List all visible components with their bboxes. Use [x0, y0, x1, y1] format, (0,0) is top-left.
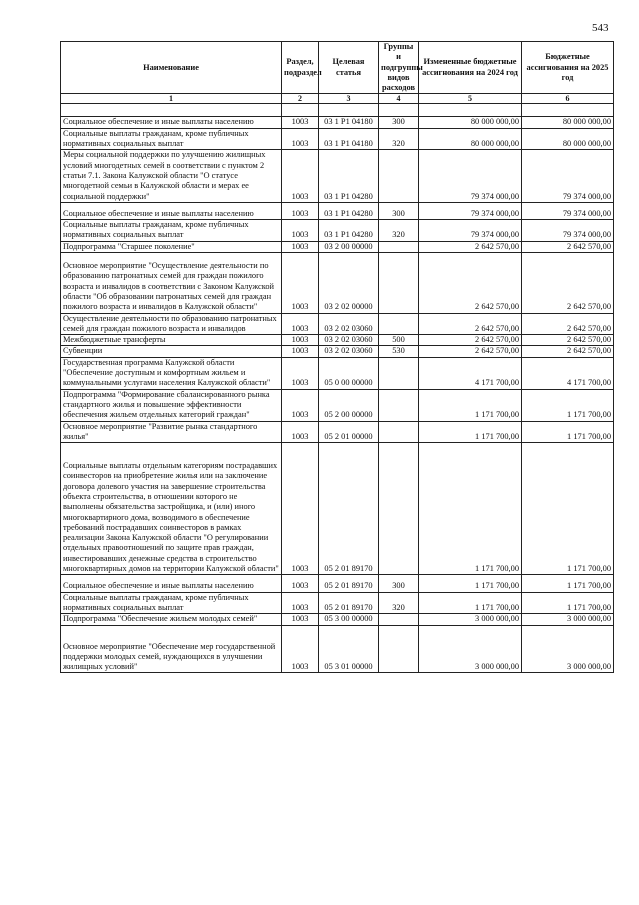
- row-group: 300: [379, 117, 419, 128]
- row-budget-2024: 2 642 570,00: [419, 241, 522, 252]
- row-group: [379, 241, 419, 252]
- row-budget-2025: 4 171 700,00: [522, 357, 614, 389]
- row-section: 1003: [282, 443, 319, 575]
- row-budget-2025: 80 000 000,00: [522, 117, 614, 128]
- row-group: [379, 614, 419, 625]
- row-name: Социальное обеспечение и иные выплаты населению: [61, 117, 282, 128]
- row-target: 05 3 00 00000: [319, 614, 379, 625]
- table-row: [61, 241, 614, 252]
- column-number: 6: [522, 94, 614, 104]
- table-row: [61, 117, 614, 128]
- row-budget-2024: 2 642 570,00: [419, 335, 522, 346]
- column-number: 3: [319, 94, 379, 104]
- row-group: [379, 421, 419, 443]
- column-number-row: [61, 94, 614, 104]
- row-section: 1003: [282, 117, 319, 128]
- table-row: [61, 128, 614, 150]
- column-number: 1: [61, 94, 282, 104]
- row-budget-2025: 79 374 000,00: [522, 150, 614, 202]
- header-groups: Группы и подгруппы видов расходов: [379, 42, 419, 94]
- row-name: Государственная программа Калужской области "Обеспечение доступным и комфортным жильем и коммунальными услугами населения Калужской области": [61, 357, 282, 389]
- row-budget-2025: 3 000 000,00: [522, 625, 614, 673]
- row-budget-2024: 1 171 700,00: [419, 575, 522, 592]
- row-name: Социальное обеспечение и иные выплаты населению: [61, 575, 282, 592]
- row-budget-2025: 1 171 700,00: [522, 575, 614, 592]
- row-name: Социальные выплаты гражданам, кроме публичных нормативных социальных выплат: [61, 220, 282, 242]
- row-section: 1003: [282, 389, 319, 421]
- row-budget-2024: 79 374 000,00: [419, 220, 522, 242]
- table-row: [61, 625, 614, 673]
- row-section: 1003: [282, 202, 319, 219]
- row-budget-2024: 80 000 000,00: [419, 128, 522, 150]
- row-budget-2025: 2 642 570,00: [522, 346, 614, 357]
- row-name: Подпрограмма "Формирование сбалансированного рынка стандартного жилья и повышение эффективности обеспечения жильем отдельных категорий граждан": [61, 389, 282, 421]
- row-group: [379, 313, 419, 335]
- row-section: 1003: [282, 313, 319, 335]
- row-section: 1003: [282, 421, 319, 443]
- header-name: Наименование: [61, 42, 282, 94]
- row-section: 1003: [282, 241, 319, 252]
- table-row: [61, 150, 614, 202]
- table-row: [61, 313, 614, 335]
- row-section: 1003: [282, 128, 319, 150]
- row-target: 03 1 P1 04180: [319, 128, 379, 150]
- row-budget-2024: 2 642 570,00: [419, 253, 522, 313]
- row-budget-2025: 79 374 000,00: [522, 202, 614, 219]
- row-group: 500: [379, 335, 419, 346]
- row-budget-2024: 3 000 000,00: [419, 625, 522, 673]
- row-group: 320: [379, 128, 419, 150]
- spacer-row: [61, 104, 614, 117]
- row-budget-2024: 79 374 000,00: [419, 202, 522, 219]
- row-target: 03 1 P1 04280: [319, 220, 379, 242]
- row-budget-2025: 2 642 570,00: [522, 335, 614, 346]
- row-name: Подпрограмма "Обеспечение жильем молодых семей": [61, 614, 282, 625]
- table-row: [61, 575, 614, 592]
- row-budget-2024: 1 171 700,00: [419, 592, 522, 614]
- table-row: [61, 346, 614, 357]
- row-section: 1003: [282, 253, 319, 313]
- row-budget-2025: 1 171 700,00: [522, 592, 614, 614]
- table-row: [61, 202, 614, 219]
- table-row: [61, 335, 614, 346]
- row-budget-2024: 4 171 700,00: [419, 357, 522, 389]
- row-target: 03 2 02 00000: [319, 253, 379, 313]
- table-row: [61, 592, 614, 614]
- header-budget-2025: Бюджетные ассигнования на 2025 год: [522, 42, 614, 94]
- row-name: Социальное обеспечение и иные выплаты населению: [61, 202, 282, 219]
- row-group: [379, 389, 419, 421]
- row-section: 1003: [282, 575, 319, 592]
- row-name: Осуществление деятельности по образованию патронатных семей для граждан пожилого возраста и инвалидов: [61, 313, 282, 335]
- row-group: [379, 253, 419, 313]
- row-target: 05 2 01 89170: [319, 575, 379, 592]
- row-budget-2025: 80 000 000,00: [522, 128, 614, 150]
- row-budget-2025: 1 171 700,00: [522, 443, 614, 575]
- header-section: Раздел, подраздел: [282, 42, 319, 94]
- table-row: [61, 253, 614, 313]
- row-target: 05 2 00 00000: [319, 389, 379, 421]
- row-budget-2025: 2 642 570,00: [522, 241, 614, 252]
- row-name: Подпрограмма "Старшее поколение": [61, 241, 282, 252]
- row-group: 320: [379, 592, 419, 614]
- row-target: 05 3 01 00000: [319, 625, 379, 673]
- row-group: [379, 357, 419, 389]
- table-row: [61, 389, 614, 421]
- row-budget-2024: 2 642 570,00: [419, 346, 522, 357]
- page-number: 543: [592, 22, 609, 34]
- row-group: [379, 150, 419, 202]
- row-name: Основное мероприятие "Обеспечение мер государственной поддержки молодых семей, нуждающихся в улучшении жилищных условий": [61, 625, 282, 673]
- row-section: 1003: [282, 335, 319, 346]
- row-section: 1003: [282, 150, 319, 202]
- header-row: [61, 42, 614, 94]
- row-name: Социальные выплаты отдельным категориям пострадавших соинвесторов на приобретение жилья или на заключение договора долевого участия на завершение строительства объекта строительства, в отношении которого не выполнены обязательства застройщика, и (или) иного многоквартирного дома, возводимого в обеспечение требований пострадавших соинвесторов в рамках реализации Закона Калужской области "О регулировании отдельных правоотношений по защите прав граждан, инвестировавших денежные средства в строительство многоквартирных домов на территории Калужской области": [61, 443, 282, 575]
- column-number: 2: [282, 94, 319, 104]
- column-number: 4: [379, 94, 419, 104]
- row-budget-2025: 79 374 000,00: [522, 220, 614, 242]
- row-section: 1003: [282, 592, 319, 614]
- row-group: 300: [379, 202, 419, 219]
- row-budget-2024: 80 000 000,00: [419, 117, 522, 128]
- row-budget-2025: 1 171 700,00: [522, 421, 614, 443]
- row-budget-2024: 1 171 700,00: [419, 443, 522, 575]
- row-target: 03 2 02 03060: [319, 313, 379, 335]
- row-target: 03 2 00 00000: [319, 241, 379, 252]
- header-target: Целевая статья: [319, 42, 379, 94]
- table-row: [61, 357, 614, 389]
- table-row: [61, 421, 614, 443]
- row-budget-2025: 2 642 570,00: [522, 313, 614, 335]
- row-budget-2024: 1 171 700,00: [419, 389, 522, 421]
- row-target: 05 2 01 00000: [319, 421, 379, 443]
- row-target: 03 2 02 03060: [319, 335, 379, 346]
- table-row: [61, 220, 614, 242]
- column-number: 5: [419, 94, 522, 104]
- row-budget-2024: 2 642 570,00: [419, 313, 522, 335]
- row-budget-2024: 79 374 000,00: [419, 150, 522, 202]
- header-budget-2024: Измененные бюджетные ассигнования на 2024 год: [419, 42, 522, 94]
- row-name: Межбюджетные трансферты: [61, 335, 282, 346]
- row-group: [379, 625, 419, 673]
- row-group: 320: [379, 220, 419, 242]
- row-group: 300: [379, 575, 419, 592]
- row-name: Социальные выплаты гражданам, кроме публичных нормативных социальных выплат: [61, 128, 282, 150]
- row-target: 05 2 01 89170: [319, 592, 379, 614]
- row-group: [379, 443, 419, 575]
- row-section: 1003: [282, 614, 319, 625]
- row-section: 1003: [282, 357, 319, 389]
- row-target: 03 1 P1 04280: [319, 150, 379, 202]
- row-budget-2025: 2 642 570,00: [522, 253, 614, 313]
- row-target: 03 2 02 03060: [319, 346, 379, 357]
- row-section: 1003: [282, 346, 319, 357]
- row-name: Основное мероприятие "Развитие рынка стандартного жилья": [61, 421, 282, 443]
- row-section: 1003: [282, 220, 319, 242]
- row-budget-2025: 3 000 000,00: [522, 614, 614, 625]
- row-name: Социальные выплаты гражданам, кроме публичных нормативных социальных выплат: [61, 592, 282, 614]
- row-budget-2024: 3 000 000,00: [419, 614, 522, 625]
- row-name: Основное мероприятие "Осуществление деятельности по образованию патронатных семей для граждан пожилого возраста и инвалидов в соответствии с Законом Калужской области "Об образовании патронатных семей для граждан пожилого возраста и инвалидов в Калужской области": [61, 253, 282, 313]
- row-section: 1003: [282, 625, 319, 673]
- row-budget-2025: 1 171 700,00: [522, 389, 614, 421]
- table-row: [61, 443, 614, 575]
- row-target: 03 1 P1 04280: [319, 202, 379, 219]
- table-row: [61, 614, 614, 625]
- row-name: Меры социальной поддержки по улучшению жилищных условий многодетных семей в соответствии с пунктом 2 статьи 7.1. Закона Калужской области "О статусе многодетной семьи в Калужской области и мерах ее социальной поддержки": [61, 150, 282, 202]
- row-group: 530: [379, 346, 419, 357]
- budget-table: [60, 41, 614, 673]
- row-budget-2024: 1 171 700,00: [419, 421, 522, 443]
- row-target: 03 1 P1 04180: [319, 117, 379, 128]
- row-target: 05 0 00 00000: [319, 357, 379, 389]
- row-target: 05 2 01 89170: [319, 443, 379, 575]
- row-name: Субвенции: [61, 346, 282, 357]
